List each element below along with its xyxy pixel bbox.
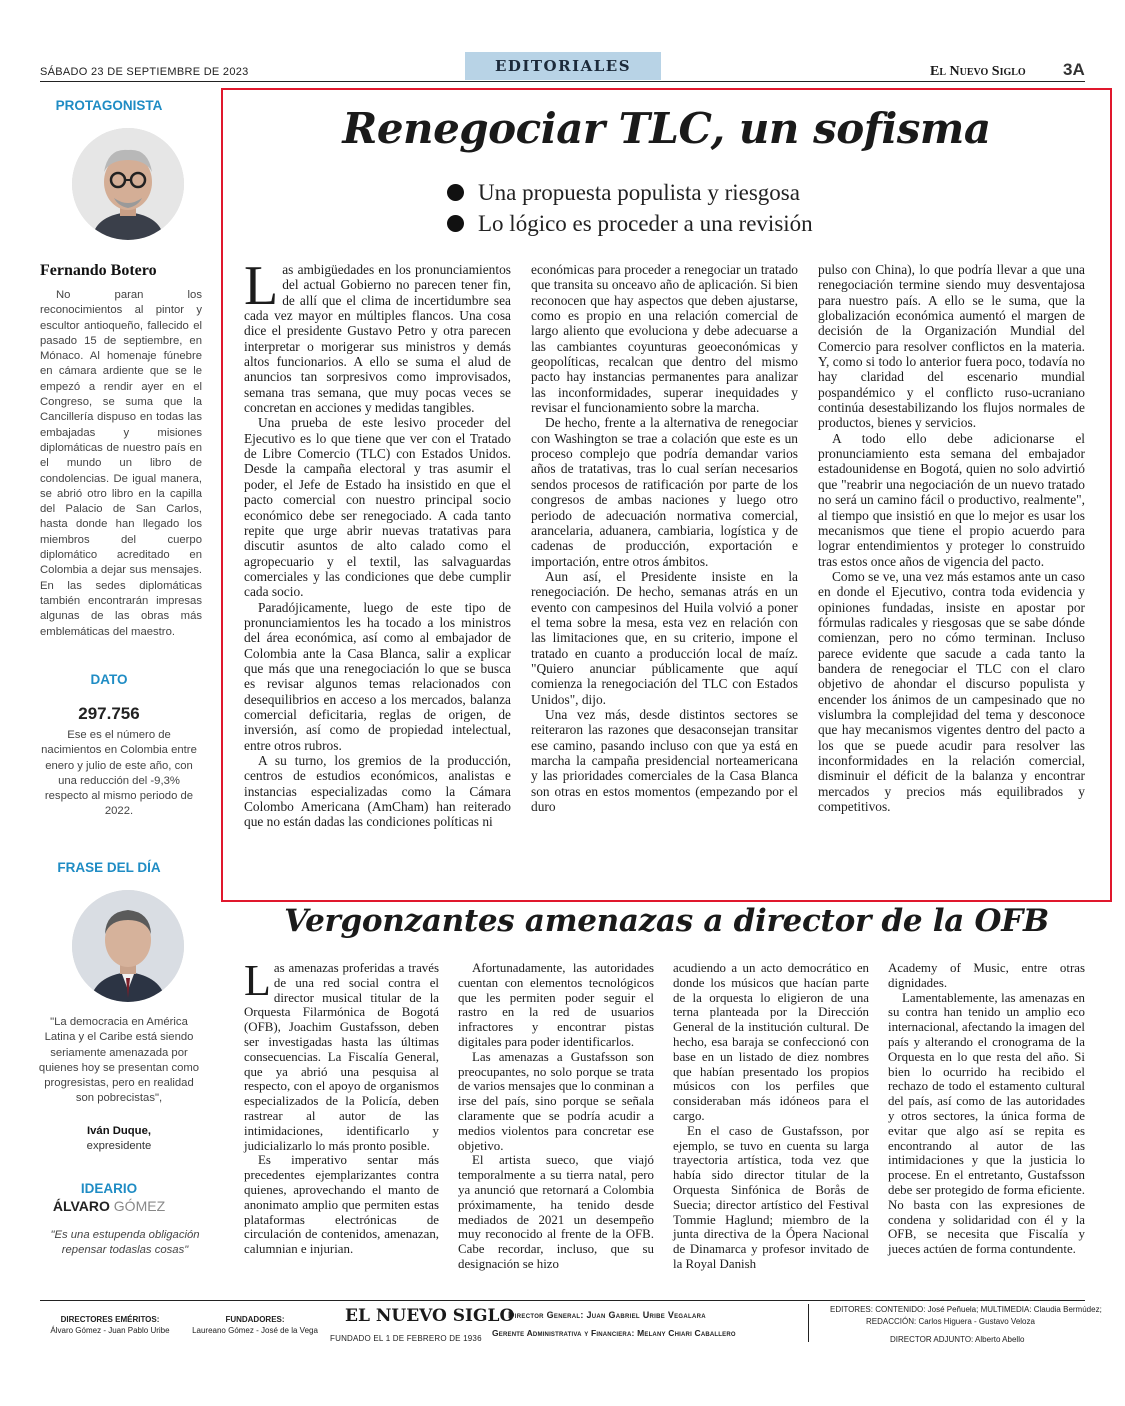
footer-rule <box>40 1300 1085 1301</box>
emeritos-names: Álvaro Gómez - Juan Pablo Uribe <box>50 1326 170 1335</box>
editorial-column-1 <box>244 255 511 830</box>
footer-redaccion: REDACCIÓN: Carlos Higuera - Gustavo Veloza <box>866 1317 1035 1326</box>
editorial-column-2 <box>531 262 798 814</box>
footer-director: Director General: Juan Gabriel Uribe Vegalara <box>508 1310 706 1320</box>
paragraph: Una vez más, desde distintos sectores se reiteraron las razones que desaconsejan transitar ese camino, pasando incluso con que ya está en marcha la campaña presidencial norteamericana y las prioridades comerciales de la Casa Blanca son otras en estos momentos (empezando por el duro <box>531 706 798 815</box>
dato-text: Ese es el número de nacimientos en Colombia entre enero y julio de este año, con una reducción del -9,3% respecto al mismo periodo de 2022. <box>41 729 197 818</box>
footer-gerente: Gerente Administrativa y Financiera: Melany Chiari Caballero <box>492 1328 736 1338</box>
ideario-name-last: GÓMEZ <box>113 1198 166 1214</box>
subtitle-text: Una propuesta populista y riesgosa <box>478 180 800 205</box>
footer-editores: EDITORES: CONTENIDO: José Peñuela; MULTIMEDIA: Claudia Bermúdez; <box>830 1305 1102 1314</box>
paragraph: Lamentablemente, las amenazas en su contra han tenido un amplio eco internacional, afectando la imagen del país y alterando el cronograma de la Orquesta en lo que resta del año. Si bien lo ocurrido ha recibido el rechazo de todo el estamento cultural del país, así como de las autoridades y otros sectores, la única forma de evitar que algo así se repita es encontrando al autor de las intimidaciones y que la justicia lo procese. En el entretanto, Gustafsson debe ser protegido de forma eficiente. No basta con las expresiones de condena y solidaridad con él y la OFB, se necesita que Fiscalía y jueces actúen de forma contundente. <box>888 990 1085 1257</box>
frase-quote: "La democracia en América Latina y el Caribe está siendo seriamente amenazada por quienes hoy se presentan como progresistas, pero en realidad son pobrecistas", <box>38 1016 200 1105</box>
header-rule <box>40 81 1085 82</box>
paragraph-text: as amenazas proferidas a través de una red social contra el director musical titular de la Orquesta Filarmónica de Bogotá (OFB), Joachim Gustafsson, deben ser investigadas hasta las últimas consecuencias. La Fiscalía General, que ya abrió una pesquisa al respecto, con el apoyo de organismos especializados de la Policía, deben rastrear al autor de las intimidaciones, identificarlo y judicializarlo lo más pronto posible. <box>244 961 439 1153</box>
protagonista-text: No paran los reconocimientos al pintor y escultor antioqueño, fallecido el pasado 15 de septiembre, en Mónaco. Al homenaje fúnebre en cámara ardiente que se le empezó a rendir ayer en el Congreso, se suma que la Cancillería dispuso en todas las embajadas y misiones diplomáticas de nuestro país en el mundo un libro de condolencias. De igual manera, se abrió otro libro en la capilla del Palacio de San Carlos, hasta donde han llegado los miembros del cuerpo diplomático acreditado en Colombia a dejar sus mensajes. En las sedes diplomáticas también encontrarán impresas algunas de las obras más emblemáticas del maestro. <box>40 289 202 638</box>
drop-cap: L <box>244 255 279 317</box>
section-tab: EDITORIALES <box>465 52 661 80</box>
bullet-dot-icon <box>447 184 464 201</box>
second-column-3 <box>673 961 869 1272</box>
fundadores-names: Laureano Gómez - José de la Vega <box>192 1326 318 1335</box>
paragraph: Academy of Music, entre otras dignidades. <box>888 961 1085 990</box>
paragraph: Las amenazas a Gustafsson son preocupantes, no solo porque se trata de varios mensajes que lo conminan a irse del país, sino porque se señala claramente que se podría acudir a medios violentos para concretar ese objetivo. <box>458 1049 654 1153</box>
footer-logo: EL NUEVO SIGLO <box>345 1306 515 1326</box>
footer-founded: FUNDADO EL 1 DE FEBRERO DE 1936 <box>330 1334 482 1343</box>
paragraph: Afortunadamente, las autoridades cuentan con elementos tecnológicos que les permiten poder seguir el rastro en la red de usuarios infractores y encontrar pistas digitales para poder identificarlos. <box>458 961 654 1049</box>
protagonista-portrait <box>72 128 184 240</box>
footer-fundadores <box>185 1314 325 1336</box>
paragraph: Paradójicamente, luego de este tipo de pronunciamientos les ha tocado a los ministros del área económica, así como al embajador de Colombia ante la Casa Blanca, salir a explicar que más que una renegociación lo que se busca es revisar algunos temas relacionados con desequilibrios en acceso a los mercados, balanza comercial deficitaria, reglas de origen, de inversión, así como de propiedad intelectual, entre otros rubros. <box>244 599 511 753</box>
protagonista-heading: PROTAGONISTA <box>55 98 163 113</box>
footer-adjunto: DIRECTOR ADJUNTO: Alberto Abello <box>890 1335 1025 1344</box>
issue-date: SÁBADO 23 DE SEPTIEMBRE DE 2023 <box>40 66 249 78</box>
protagonista-name: Fernando Botero <box>40 262 157 279</box>
second-column-2 <box>458 961 654 1272</box>
second-column-4 <box>888 961 1085 1257</box>
subtitle-text: Lo lógico es proceder a una revisión <box>478 211 813 236</box>
ideario-heading: IDEARIO <box>80 1181 138 1196</box>
frase-author-role: expresidente <box>86 1140 152 1152</box>
frase-heading: FRASE DEL DÍA <box>57 860 161 875</box>
paragraph: Es imperativo sentar más precedentes ejemplarizantes contra quienes, aprovechando el manto de anonimato amplio que permiten estas plataformas electrónicas de circulación de contenidos, amenazan, calumnian e injurian. <box>244 1153 439 1257</box>
paragraph: A todo ello debe adicionarse el pronunciamiento esta semana del embajador estadounidense en Bogotá, quien no solo advirtió que "reabrir una negociación de un nuevo tratado no será un camino fácil o productivo, realmente", al tiempo que insistió en que lo mejor es usar los mecanismos que tiene el propio acuerdo para lograr entendimientos y proteger lo construido tras estos once años de vigencia del pacto. <box>818 430 1085 569</box>
fundadores-label: FUNDADORES: <box>225 1315 285 1324</box>
ideario-name-first: ÁLVARO <box>52 1198 110 1214</box>
ideario-quote: "Es una estupenda obligación repensar todaslas cosas" <box>50 1229 200 1257</box>
paragraph: Como se ve, una vez más estamos ante un caso en donde el Ejecutivo, contra toda evidencia y opiniones fundadas, insiste en apostar por fórmulas radicales y riesgosas que se sabe dónde comienzan, pero no cómo terminan. Incluso parece evidente que sacude a cada tanto la bandera de renegociar el TLC con el claro objetivo de ahondar el discurso populista y encender los ánimos de un campesinado que no vislumbra la complejidad del tema y desconoce que hay mecanismos vigentes dentro del pacto a los que se puede acudir para resolver las inconformidades en la relación comercial, disminuir el déficit de la balanza y encontrar mercados y precios más equilibrados y competitivos. <box>818 568 1085 815</box>
bullet-dot-icon <box>447 215 464 232</box>
paragraph: De hecho, frente a la alternativa de renegociar con Washington se trae a colación que este es un proceso complejo que podría demandar varios años de tratativas, tras lo cual serían necesarios sendos procesos de ratificación por parte de los congresos de ambas naciones y luego otro periodo de adecuación normativa comercial, arancelaria, aduanera, cambiaria, logística y de cadenas de producción, exportación e importación, entre otros ámbitos. <box>531 415 798 569</box>
drop-cap: L <box>244 956 271 1005</box>
paragraph-text: as ambigüedades en los pronunciamientos del actual Gobierno no parecen tener fin, de allí que el clima de incertidumbre sea cada vez mayor en múltiples flancos. Una cosa dice el presidente Gustavo Petro y otra parecen interpretar o morigerar sus ministros y demás altos funcionarios. A ello se suma el alud de anuncios tan sorpresivos como improvisados, semana tras semana, que muy pocas veces se concretan en acciones y medidas tangibles. <box>244 262 511 416</box>
footer-divider <box>808 1304 809 1342</box>
page-number: 3A <box>1063 60 1085 79</box>
dato-heading: DATO <box>90 672 128 687</box>
subtitle-bullet <box>447 211 813 237</box>
person-photo-icon <box>72 890 184 1002</box>
person-photo-icon <box>72 128 184 240</box>
second-editorial-title: Vergonzantes amenazas a director de la OFB <box>284 903 1049 939</box>
footer-emeritos <box>40 1314 180 1336</box>
paragraph: A su turno, los gremios de la producción, centros de estudios económicos, analistas e instancias especializadas como la Cámara Colombo Americana (AmCham) han reiterado que no están dadas las condiciones políticas ni <box>244 753 511 830</box>
frase-author-block <box>38 1124 200 1154</box>
editorial-column-3 <box>818 262 1085 814</box>
paragraph: El artista sueco, que viajó temporalmente a su tierra natal, pero ya anunció que retornará a Colombia próximamente, ha tenido desde mediados de 2021 un desempeño muy reconocido al frente de la OFB. Cabe recordar, incluso, que su designación se hizo <box>458 1153 654 1271</box>
paragraph: pulso con China), lo que podría llevar a que una renegociación termine siendo muy desventajosa para nuestro país. A ello se le suma, que la globalización económica aumentó el margen de decisión de la Organización Mundial del Comercio para resolver conflictos en la materia. Y, como si todo lo anterior fuera poco, todavía no hay claridad del escenario mundial pospandémico y el conflicto ruso-ucraniano continúa desestabilizando los flujos normales de productos, bienes y servicios. <box>818 262 1085 431</box>
paragraph: acudiendo a un acto democrático en donde los músicos que hacían parte de la orquesta lo eligieron de una terna planteada por la Dirección General de la institución cultural. De hecho, esa baraja se confeccionó con base en un listado de diez nombres que habían presentado los propios músicos con los perfiles que consideraban más idóneos para el cargo. <box>673 961 869 1123</box>
editorial-title: Renegociar TLC, un sofisma <box>342 104 991 153</box>
paper-name: El Nuevo Siglo <box>930 64 1026 79</box>
second-column-1 <box>244 956 439 1257</box>
emeritos-label: DIRECTORES EMÉRITOS: <box>60 1315 160 1324</box>
frase-portrait <box>72 890 184 1002</box>
frase-author: Iván Duque, <box>86 1125 152 1137</box>
paragraph: En el caso de Gustafsson, por ejemplo, se tuvo en cuenta su larga trayectoria artística, toda vez que había sido director titular de la Orquesta Sinfónica de Borås de Suecia; director artístico del Festival Tommie Haglund; miembro de la junta directiva de la Ópera Nacional de Dinamarca y profesor invitado de la Royal Danish <box>673 1123 869 1271</box>
subtitle-bullet <box>447 180 800 206</box>
paragraph: Una prueba de este lesivo proceder del Ejecutivo es lo que tiene que ver con el Tratado de Libre Comercio (TLC) con Estados Unidos. Desde la campaña electoral y tras asumir el poder, el Jefe de Estado ha insistido en que el pacto comercial con nuestro principal socio económico debe ser renegociado. A cada tanto repite que urge abrir nuevas tratativas para discutir asuntos de alto calado como el agropecuario y el textil, las salvaguardas comerciales y las condiciones que debe cumplir cada socio. <box>244 415 511 600</box>
paragraph: Aun así, el Presidente insiste en la renegociación. De hecho, semanas atrás en un evento con campesinos del Huila volvió a poner el tema sobre la mesa, esta vez en relación con las limitaciones que, en su criterio, impone el tratado en cuanto a producción local de maíz. "Quiero anunciar públicamente que aquí comienza la renegociación del TLC con Estados Unidos", dijo. <box>531 568 798 707</box>
dato-value: 297.756 <box>78 704 140 723</box>
paragraph <box>244 956 439 1153</box>
paragraph <box>244 255 511 416</box>
ideario-name <box>20 1198 198 1214</box>
paragraph: económicas para proceder a renegociar un tratado que transita su onceavo año de aplicación. Si bien reconocen que hay aspectos que deben ajustarse, como es propio en una relación comercial de largo aliento que evoluciona y debe adecuarse a las cambiantes coyunturas geoeconómicas y geopolíticas, recalcan que dentro del mismo pacto hay instancias permanentes para analizar las inconformidades, superar inequidades y revisar el funcionamiento sobre la marcha. <box>531 262 798 416</box>
